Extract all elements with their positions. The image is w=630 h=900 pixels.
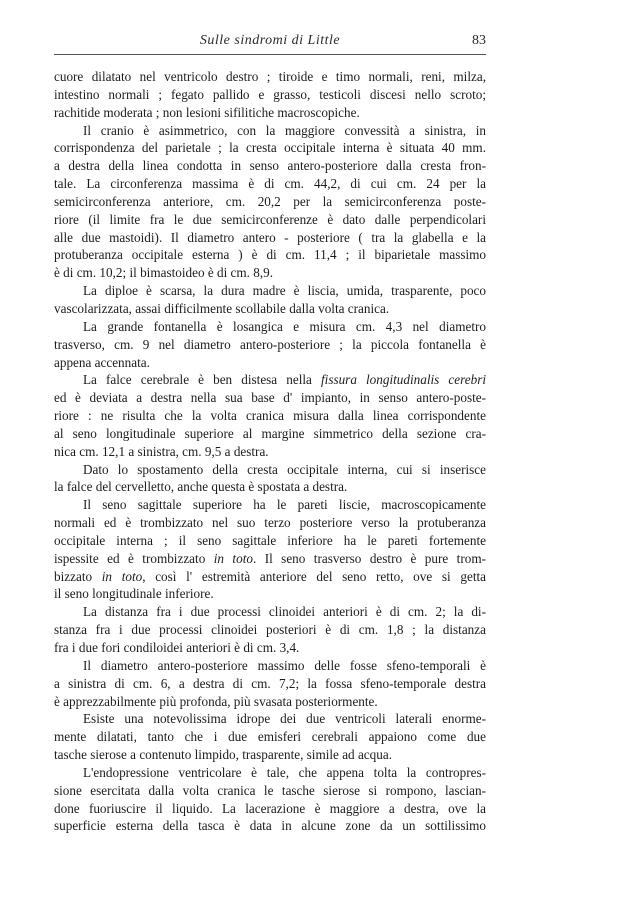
text-segment: il seno longitudinale inferiore. [54,586,214,602]
text-segment: protuberanza occipitale esterna ) è di cm. 11,4 ; il biparietale massimo [54,247,486,263]
text-line [54,193,486,211]
text-segment: mente dilatati, tanto che i due emisferi cerebrali appaiono come due [54,729,486,745]
text-line [54,514,486,532]
text-line [54,104,486,122]
text-line [54,229,486,247]
text-line [54,139,486,157]
text-segment: done fuoriuscire il liquido. La lacerazione è maggiore a destra, ove la [54,800,486,816]
page-number: 83 [472,33,486,48]
text-line [54,175,486,193]
text-segment: La distanza fra i due processi clinoidei anteriori è di cm. 2; la di- [83,604,486,620]
text-line [54,211,486,229]
text-segment: la falce del cervelletto, anche questa è spostata a destra. [54,479,348,495]
text-segment: corrispondenza del parietale ; la cresta occipitale interna è situata 40 mm. [54,140,486,156]
text-segment: fra i due fori condiloidei anteriori è di cm. 3,4. [54,640,300,655]
text-line [54,122,486,140]
italic-text-segment: in toto [101,568,143,584]
text-segment: riore (il limite fra le due semicirconferenze è dato dalle perpendicolari [54,211,486,227]
text-segment: Dato lo spostamento della cresta occipitale interna, cui si inserisce [83,461,486,477]
text-line [54,354,486,372]
text-line [54,639,486,657]
text-line [54,461,486,479]
text-line [54,318,486,336]
text-segment: ed è deviata a destra nella sua base d' impianto, in senso antero-poste- [54,390,486,406]
text-segment: sione esercitata dalla volta cranica le tasche sierose si rompono, lascian- [54,782,486,798]
text-line [54,157,486,175]
text-line [54,710,486,728]
text-line [54,764,486,782]
body-text [54,68,486,835]
text-line [54,657,486,675]
text-line [54,68,486,86]
text-line [54,782,486,800]
text-line [54,675,486,693]
text-segment: intestino normali ; fegato pallido e grasso, testicoli discesi nello scroto; [54,86,486,102]
page-header [54,33,486,51]
text-segment: a destra della linea condotta in senso antero-posteriore dalla cresta fron- [54,158,486,174]
text-segment: trasverso, cm. 9 nel diametro antero-posteriore ; la piccola fontanella è [54,336,486,352]
text-segment: La diploe è scarsa, la dura madre è liscia, umida, trasparente, poco [83,283,486,299]
text-line [54,532,486,550]
text-line [54,282,486,300]
text-segment: appena accennata. [54,354,150,370]
text-segment: rachitide moderata ; non lesioni sifilitiche macroscopiche. [54,104,360,120]
text-line [54,621,486,639]
text-line [54,300,486,318]
text-segment: è di cm. 10,2; il bimastoideo è di cm. 8,9. [54,265,274,281]
text-line [54,746,486,764]
text-segment: ispessite ed è trombizzato [54,550,214,566]
text-segment: Il cranio è asimmetrico, con la maggiore convessità a sinistra, in [83,122,486,138]
text-line [54,800,486,818]
text-line [54,264,486,282]
text-line [54,336,486,354]
text-line [54,693,486,711]
text-line [54,425,486,443]
text-line [54,496,486,514]
text-segment: riore : ne risulta che la volta cranica misura dalla linea corrispondente [54,408,486,424]
text-segment: superficie esterna della tasca è data in alcune zone da un sottilissimo [54,818,486,834]
text-segment: Il seno sagittale superiore ha le pareti liscie, macroscopicamente [83,497,486,513]
text-line [54,728,486,746]
text-segment: tasche sierose a contenuto limpido, trasparente, simile ad acqua. [54,747,392,763]
text-segment: La grande fontanella è losangica e misura cm. 4,3 nel diametro [83,318,486,334]
text-segment: normali ed è trombizzato nel suo terzo posteriore verso la protuberanza [54,515,486,531]
text-segment: stanza fra i due processi clinoidei posteriori è di cm. 1,8 ; la distanza [54,622,486,638]
text-segment: , così l' estremità anteriore del seno retto, ove si getta [142,568,486,584]
running-title: Sulle sindromi di Little [199,33,341,48]
header-rule [54,54,486,55]
text-segment: Il diametro antero-posteriore massimo delle fosse sfeno-temporali è [83,657,486,673]
italic-text-segment: in toto [213,550,253,566]
text-segment: alle due mastoidi). Il diametro antero - posteriore ( tra la glabella e la [54,229,486,245]
text-segment: cuore dilatato nel ventricolo destro ; tiroide e timo normali, reni, milza, [54,69,486,84]
text-line [54,246,486,264]
text-line [54,585,486,603]
text-segment: è apprezzabilmente più profonda, più svasata posteriormente. [54,693,378,709]
text-line [54,817,486,835]
text-line [54,86,486,104]
text-line [54,407,486,425]
text-line [54,443,486,461]
text-segment: a sinistra di cm. 6, a destra di cm. 7,2; la fossa sfeno-temporale destra [54,675,486,691]
text-segment: tale. La circonferenza massima è di cm. 44,2, di cui cm. 24 per la [54,176,486,192]
text-segment: bizzato [54,568,102,584]
text-segment: Esiste una notevolissima idrope dei due ventricoli laterali enorme- [83,711,486,727]
text-line [54,568,486,586]
text-segment: La falce cerebrale è ben distesa nella [83,372,321,388]
text-segment: L'endopressione ventricolare è tale, che appena tolta la contropres- [83,764,486,780]
text-segment: . Il seno trasverso destro è pure trom- [252,550,486,566]
text-segment: al seno longitudinale superiore al margine simmetrico della sezione cra- [54,425,486,441]
text-segment: nica cm. 12,1 a sinistra, cm. 9,5 a destra. [54,443,269,459]
text-line [54,371,486,389]
text-line [54,550,486,568]
text-segment: occipitale interna ; il seno sagittale inferiore ha le pareti fortemente [54,532,486,548]
text-segment: vascolarizzata, assai difficilmente scollabile dalla volta cranica. [54,300,390,316]
text-line [54,603,486,621]
italic-text-segment: fissura longitudinalis cerebri [321,372,486,388]
text-segment: semicirconferenza anteriore, cm. 20,2 per la semicirconferenza poste- [54,193,486,209]
text-line [54,389,486,407]
text-line [54,478,486,496]
